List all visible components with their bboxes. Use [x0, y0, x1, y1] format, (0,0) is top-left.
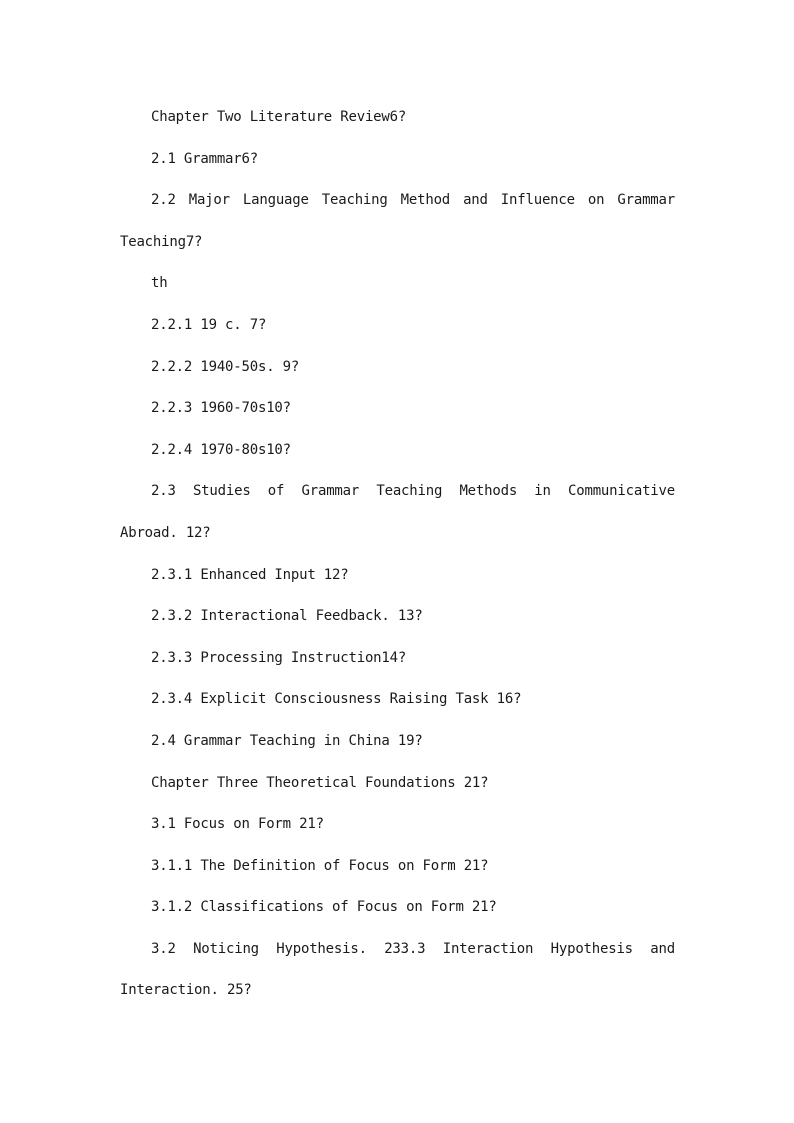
toc-entry: th: [151, 275, 168, 292]
toc-entry: 2.3.3 Processing Instruction14?: [151, 649, 407, 666]
toc-entry: 3.2 Noticing Hypothesis. 233.3 Interaction Hypothesis and: [151, 940, 675, 957]
toc-entry: 2.4 Grammar Teaching in China 19?: [151, 732, 423, 749]
toc-entry: 2.2.3 1960-70s10?: [151, 400, 291, 417]
toc-entry: Chapter Three Theoretical Foundations 21?: [151, 774, 489, 791]
toc-entry: 2.3.2 Interactional Feedback. 13?: [151, 608, 423, 625]
toc-entry: 3.1 Focus on Form 21?: [151, 816, 324, 833]
toc-entry-continuation: Teaching7?: [120, 233, 203, 250]
table-of-contents: [120, 97, 675, 1012]
toc-entry: 3.1.1 The Definition of Focus on Form 21?: [151, 857, 489, 874]
toc-entry: 2.2.4 1970-80s10?: [151, 441, 291, 458]
toc-entry: Chapter Two Literature Review6?: [151, 109, 407, 125]
toc-entry-continuation: Abroad. 12?: [120, 524, 211, 541]
toc-entry: 3.1.2 Classifications of Focus on Form 21?: [151, 899, 497, 916]
toc-entry: 2.2.2 1940-50s. 9?: [151, 358, 300, 375]
toc-entry: 2.2.1 19 c. 7?: [151, 316, 267, 333]
toc-entry: 2.2 Major Language Teaching Method and Influence on Grammar: [151, 192, 675, 209]
toc-entry: 2.3.1 Enhanced Input 12?: [151, 566, 349, 583]
toc-entry-continuation: Interaction. 25?: [120, 982, 252, 999]
toc-entry: 2.3 Studies of Grammar Teaching Methods in Communicative: [151, 483, 675, 500]
toc-entry: 2.3.4 Explicit Consciousness Raising Task 16?: [151, 691, 522, 708]
toc-entry: 2.1 Grammar6?: [151, 150, 258, 167]
